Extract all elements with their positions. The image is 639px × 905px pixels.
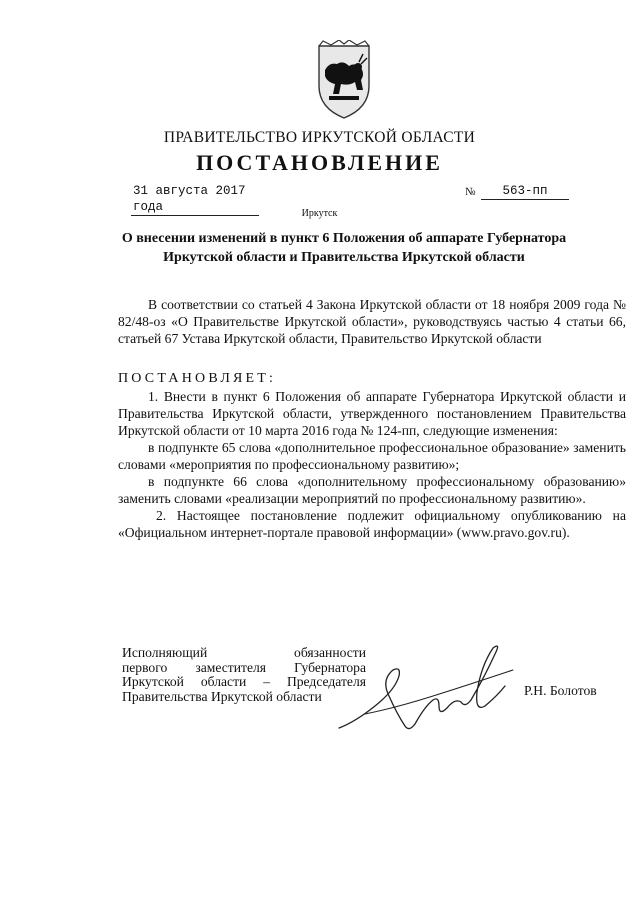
heading-line-1: О внесении изменений в пункт 6 Положения об аппарате Губернатора [121, 231, 567, 246]
document-heading [104, 229, 584, 267]
document-number: 563-пп [481, 183, 569, 200]
item-1-subpoint-a: в подпункте 65 слова «дополнительное профессиональное образование» заменить словами «мероприятия по профессиональному развитию»; [118, 440, 626, 472]
position-line-3: Иркутской области – Председателя [122, 674, 366, 689]
preamble-text: В соответствии со статьей 4 Закона Иркутской области от 18 ноября 2009 года № 82/48-оз «О Правительстве Иркутской области», руководствуясь частью 4 статьи 66, статьей 67 Устава Иркутской области, Правительство Иркутской области [118, 297, 626, 346]
coat-of-arms-icon [317, 40, 371, 120]
item-1: 1. Внести в пункт 6 Положения об аппарате Губернатора Иркутской области и Правительства Иркутской области, утвержденного постановлением Правительства Иркутской области от 10 марта 2016 года № 124-пп, следующие изменения: [118, 389, 626, 438]
city-label: Иркутск [301, 208, 338, 219]
preamble-paragraph [118, 296, 626, 347]
document-type-title: ПОСТАНОВЛЕНИЕ [196, 150, 443, 175]
item-1-subpoint-b: в подпункте 66 слова «дополнительному профессиональному образованию» заменить словами «реализации мероприятий по профессиональному развитию». [118, 474, 626, 506]
signatory-name: Р.Н. Болотов [524, 683, 597, 698]
position-line-4: Правительства Иркутской области [122, 688, 322, 704]
item-2: 2. Настоящее постановление подлежит официальному опубликованию на «Официальном интернет-портале правовой информации» (www.pravo.gov.ru). [118, 508, 626, 540]
decree-word-text: ПОСТАНОВЛЯЕТ: [118, 371, 277, 386]
number-sign: № [465, 186, 476, 198]
decree-word [118, 370, 626, 387]
handwritten-signature [335, 636, 535, 746]
position-line-2: первого заместителя Губернатора [122, 659, 366, 675]
signatory-position [122, 646, 366, 704]
position-line-1: Исполняющий обязанности [122, 645, 366, 660]
decree-items [118, 388, 626, 541]
government-name: ПРАВИТЕЛЬСТВО ИРКУТСКОЙ ОБЛАСТИ [163, 129, 476, 146]
heading-line-2: Иркутской области и Правительства Иркутской области [163, 250, 525, 265]
document-date: 31 августа 2017 года [131, 183, 259, 216]
